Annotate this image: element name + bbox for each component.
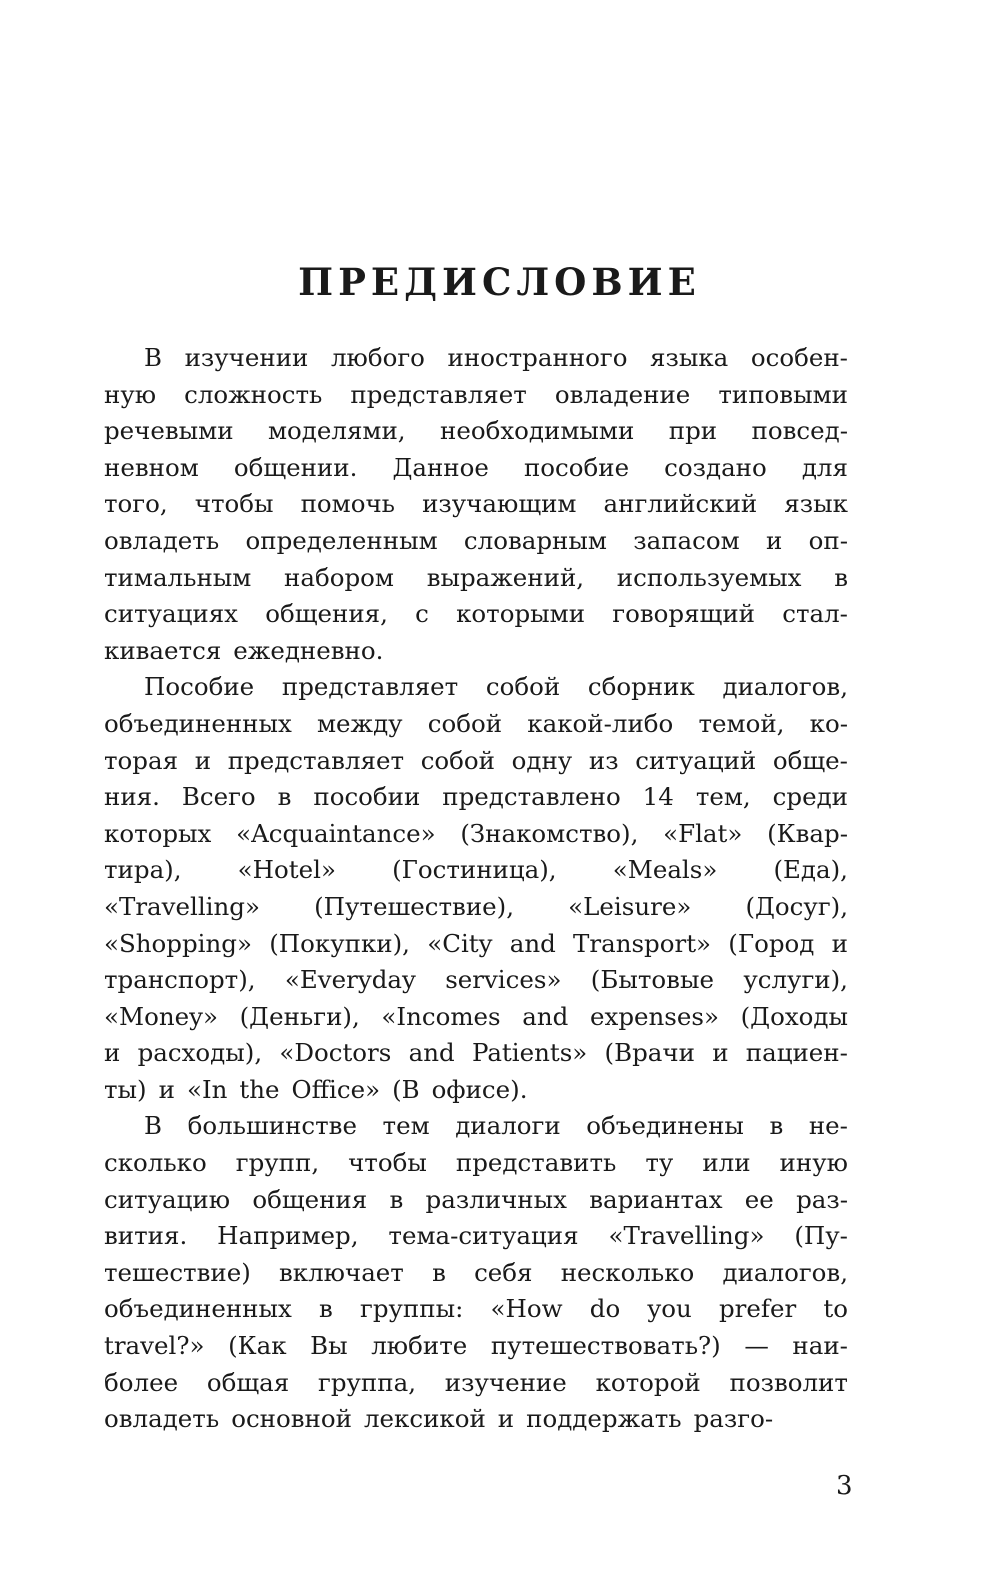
page-number: 3 [836,1471,853,1501]
text-line: ния. Всего в пособии представлено 14 тем, среди [104,782,848,812]
text-line: торая и представляет собой одну из ситуаций обще- [104,745,848,775]
text-line: кивается ежедневно. [104,635,384,665]
text-line: того, чтобы помочь изучающим английский язык [104,489,848,519]
text-line: овладеть определенным словарным запасом и оп- [104,525,848,555]
text-line: вития. Например, тема-ситуация «Travelling» (Пу- [104,1221,848,1251]
text-line: тира), «Hotel» (Гостиница), «Meals» (Еда), [104,855,848,885]
text-line: ты) и «In the Office» (В офисе). [104,1074,528,1104]
page-title: ПРЕДИСЛОВИЕ [298,260,701,304]
text-line: объединенных в группы: «How do you prefer to [104,1294,848,1324]
text-line: речевыми моделями, необходимыми при повсед- [104,416,848,446]
text-line: travel?» (Как Вы любите путешествовать?) — наи- [104,1331,848,1361]
paragraph [104,340,848,669]
text-line: и расходы), «Doctors and Patients» (Врачи и пациен- [104,1038,848,1068]
text-line: тешествие) включает в себя несколько диалогов, [104,1257,848,1287]
text-line: тимальным набором выражений, используемых в [104,562,848,592]
body-text [104,340,848,1438]
text-line: ную сложность представляет овладение типовыми [104,379,848,409]
text-line: «Shopping» (Покупки), «City and Transport» (Город и [104,928,848,958]
text-line: невном общении. Данное пособие создано для [104,452,848,482]
text-line: объединенных между собой какой-либо темой, ко- [104,708,848,738]
text-line: которых «Acquaintance» (Знакомство), «Flat» (Квар- [104,818,848,848]
text-line: Пособие представляет собой сборник диалогов, [144,672,848,702]
text-line: овладеть основной лексикой и поддержать разго- [104,1404,774,1434]
text-line: ситуацию общения в различных вариантах ее раз- [104,1184,848,1214]
text-line: «Travelling» (Путешествие), «Leisure» (Досуг), [104,891,848,921]
text-line: В изучении любого иностранного языка особен- [144,343,848,372]
text-line: В большинстве тем диалоги объединены в не- [144,1111,848,1141]
text-line: «Money» (Деньги), «Incomes and expenses» (Доходы [104,1001,848,1031]
text-line: транспорт), «Everyday services» (Бытовые услуги), [104,965,848,995]
text-line: более общая группа, изучение которой позволит [104,1367,848,1397]
text-line: сколько групп, чтобы представить ту или иную [104,1148,848,1178]
paragraph [104,1108,848,1437]
text-line: ситуациях общения, с которыми говорящий стал- [104,599,848,629]
paragraph [104,669,848,1108]
